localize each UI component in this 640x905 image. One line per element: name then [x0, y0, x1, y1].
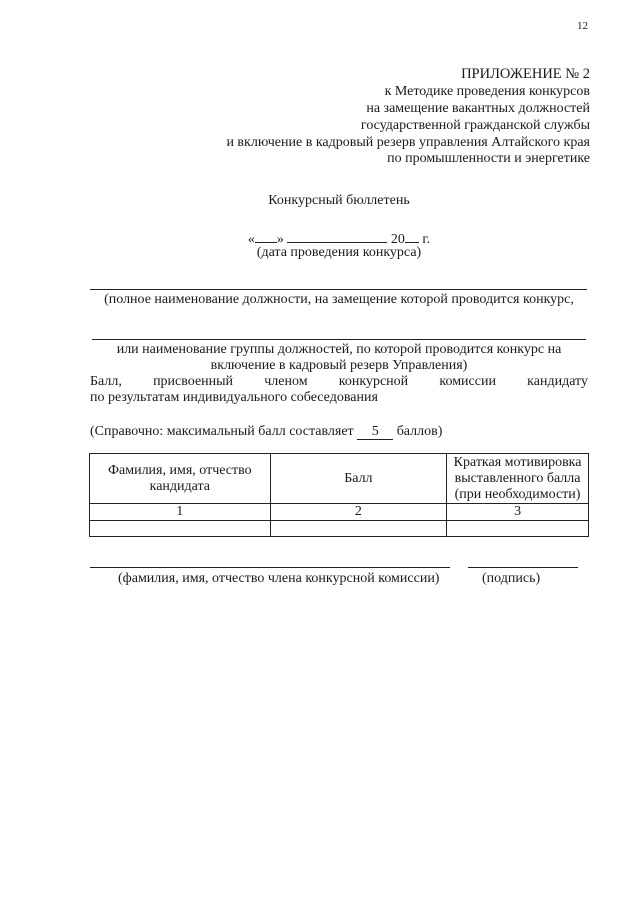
ballot-table: [89, 453, 589, 537]
column-number: 2: [270, 504, 447, 521]
score-word: членом: [264, 374, 308, 389]
appendix-line: и включение в кадровый резерв управления Алтайского края: [226, 135, 590, 150]
table-cell[interactable]: [270, 521, 447, 537]
table-cell[interactable]: [447, 521, 589, 537]
member-name-caption: (фамилия, имя, отчество члена конкурсной комиссии): [118, 571, 440, 586]
column-number: 3: [447, 504, 589, 521]
document-title: Конкурсный бюллетень: [268, 193, 410, 208]
position-caption-2: или наименование группы должностей, по которой проводится конкурс на: [116, 342, 562, 357]
appendix-line: на замещение вакантных должностей: [366, 101, 590, 116]
date-close-quote: »: [276, 232, 284, 247]
appendix-line: к Методике проведения конкурсов: [384, 84, 590, 99]
table-header-row: [90, 454, 589, 504]
table-row: [90, 521, 589, 537]
max-score-suffix: баллов): [396, 424, 443, 439]
date-caption: (дата проведения конкурса): [256, 245, 422, 260]
max-score-value: 5: [357, 424, 393, 440]
year-prefix: 20: [390, 232, 405, 247]
header-candidate-name: Фамилия, имя, отчество кандидата: [90, 454, 271, 504]
year-blank: [405, 229, 419, 243]
score-word: присвоенный: [153, 374, 234, 389]
column-number: 1: [90, 504, 271, 521]
date-open-quote: «: [247, 232, 255, 247]
member-name-line: [90, 567, 450, 568]
month-blank: [287, 229, 387, 243]
position-group-line: [92, 339, 586, 340]
year-suffix: г.: [422, 232, 431, 247]
table-column-numbers: [90, 504, 589, 521]
score-word: кандидату: [527, 374, 588, 389]
appendix-line: по промышленности и энергетике: [387, 151, 590, 166]
max-score-note: [90, 424, 442, 440]
score-word: комиссии: [439, 374, 496, 389]
page-number: 12: [577, 20, 588, 32]
score-statement: [90, 374, 588, 390]
appendix-title: ПРИЛОЖЕНИЕ № 2: [461, 66, 590, 82]
signature-line: [468, 567, 578, 568]
max-score-prefix: (Справочно: максимальный балл составляет: [90, 424, 354, 439]
position-caption-3: включение в кадровый резерв Управления): [210, 358, 468, 373]
score-statement-line2: по результатам индивидуального собеседования: [90, 390, 378, 405]
position-name-line: [90, 289, 587, 290]
score-word: конкурсной: [338, 374, 409, 389]
day-blank: [255, 229, 277, 243]
score-word: Балл,: [90, 374, 122, 389]
appendix-line: государственной гражданской службы: [360, 118, 590, 133]
signature-caption: (подпись): [482, 571, 541, 586]
header-justification: Краткая мотивировка выставленного балла (при необходимости): [447, 454, 589, 504]
table-cell[interactable]: [90, 521, 271, 537]
header-score: Балл: [270, 454, 447, 504]
position-caption: (полное наименование должности, на замещение которой проводится конкурс,: [104, 292, 574, 307]
